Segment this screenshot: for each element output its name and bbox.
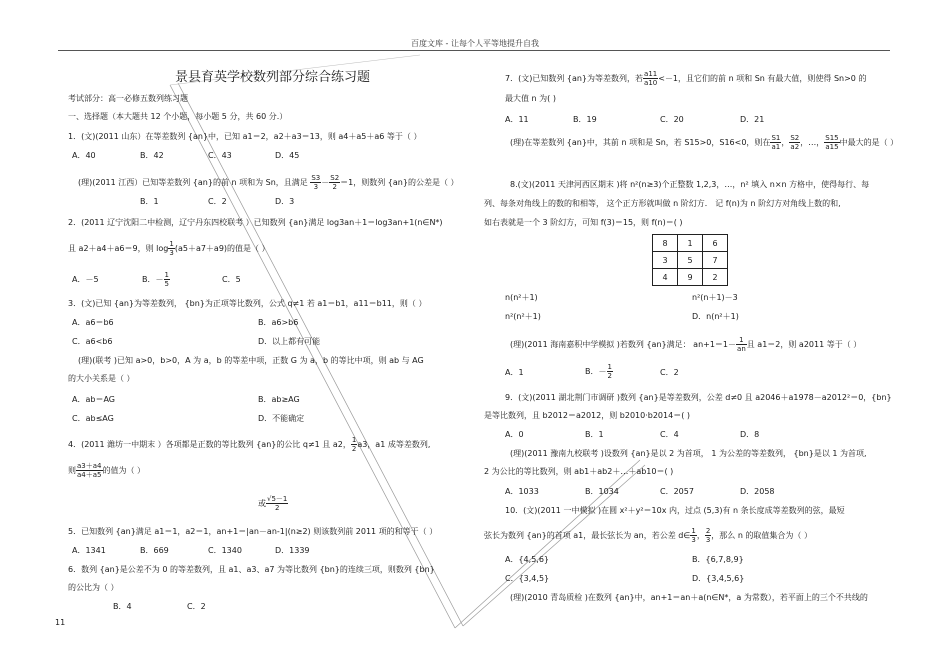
q9b-option-d: D．2058	[740, 487, 775, 496]
exam-info: 考试部分：高一必修五数列练习题	[68, 94, 188, 103]
q7-option-b: B．19	[573, 115, 597, 124]
question-6: 6．数列 {an}是公差不为 0 的等差数列，且 a1、a3、a7 为等比数列 {bn}的连续三项，则数列 {bn}	[68, 565, 435, 574]
q2-option-c: C．5	[222, 275, 241, 284]
fraction: $\frac{S3}{3}$	[311, 174, 321, 191]
question-8-li: (理)(2011 海南嘉积中学模拟 )若数列 {an}满足： an+1＝1－ $\frac{1}{an}$ 且 a1＝2，则 a2011 等于（ ）	[510, 336, 862, 353]
question-3-li: (理)(联考 )已知 a>0，b>0，A 为 a，b 的等差中项，正数 G 为 a，b 的等比中项，则 ab 与 AG	[78, 356, 424, 365]
q1b-option-d: D．3	[275, 197, 295, 206]
fraction: $\frac{1}{3}$	[169, 240, 174, 257]
question-9-cont: 是等比数列，且 b2012＝a2012，则 b2010·b2014＝( )	[484, 411, 690, 420]
question-7-li: (理)在等差数列 {an}中，其前 n 项和是 Sn，若 S15>0，S16<0，则在 $\frac{S1}{a1}$ ， $\frac{S2}{a2}$ ，…， $\frac{S15}{a15}$ 中最大的是（ ）	[510, 134, 899, 151]
q5-option-b: B．669	[140, 546, 169, 555]
question-9: 9．(文)(2011 湖北荆门市调研 )数列 {an}是等差数列，公差 d≠0 且 a2046＋a1978－a2012²＝0，{bn}	[505, 393, 892, 402]
q3-option-c: C．a6<b6	[72, 337, 113, 346]
question-8-line2: 列、每条对角线上的数的和相等， 这个正方形就叫做 n 阶幻方． 记 f(n)为 n 阶幻方对角线上数的和,	[484, 199, 841, 208]
question-1-li: (理)(2011 江西）已知等差数列 {an}的前 n 项和为 Sn，且满足 $\frac{S3}{3}$ － $\frac{S2}{2}$ ＝1，则数列 {an}的公差是（ ）	[78, 174, 459, 191]
question-8: 8.(文)(2011 天津河西区期末 )将 n²(n≥3)个正整数 1,2,3，…，n² 填入 n×n 方格中，使得每行、每	[510, 180, 870, 189]
q3-option-b: B．a6>b6	[258, 318, 299, 327]
q3-option-a: A．a6＝b6	[72, 318, 114, 327]
fraction: $\frac{1}{an}$	[737, 336, 746, 353]
question-3-li-cont: 的大小关系是（ ）	[68, 374, 135, 383]
q10-option-a: A．{4,5,6}	[505, 555, 550, 564]
q7-option-d: D．21	[740, 115, 765, 124]
question-2: 2．(2011 辽宁沈阳二中检测，辽宁丹东四校联考 ）已知数列 {an}满足 log3an＋1＝log3an+1(n∈N*)	[68, 218, 443, 227]
magic-square-table	[652, 234, 728, 286]
question-10-li: (理)(2010 青岛质检 )在数列 {an}中，an+1＝an＋a(n∈N*，a 为常数），若平面上的三个不共线的	[510, 593, 868, 602]
fraction: $\frac{S2}{2}$	[330, 174, 340, 191]
q9b-option-c: C．2057	[660, 487, 694, 496]
table-cell: 8	[653, 235, 678, 252]
fraction: $\frac{√5-1}{2}$	[267, 495, 288, 512]
q1-option-a: A．40	[72, 151, 96, 160]
q8-option-d: D．n(n²＋1)	[692, 312, 739, 321]
q1-option-d: D．45	[275, 151, 300, 160]
q9-option-b: B．1	[585, 430, 604, 439]
q9b-option-b: B．1034	[585, 487, 619, 496]
table-row	[653, 269, 728, 286]
q1-option-b: B．42	[140, 151, 164, 160]
section-heading: 一、选择题（本大题共 12 个小题，每小题 5 分，共 60 分.）	[68, 112, 288, 121]
q5-option-d: D．1339	[275, 546, 310, 555]
table-row	[653, 235, 728, 252]
question-7-cont: 最大值 n 为( )	[505, 94, 556, 103]
fraction: $\frac{S2}{a2}$	[790, 134, 800, 151]
document-title: 景县育英学校数列部分综合练习题	[175, 70, 371, 85]
question-2-cont: 且 a2＋a4＋a6＝9，则 log $\frac{1}{3}$ (a5＋a7＋a9)的值是（ ）	[68, 240, 270, 257]
q8-option-a: n(n²＋1)	[505, 293, 538, 302]
fraction: $\frac{S1}{a1}$	[771, 134, 781, 151]
q7-option-c: C．20	[660, 115, 684, 124]
q9-option-d: D．8	[740, 430, 760, 439]
q10-option-d: D．{3,4,5,6}	[692, 574, 745, 583]
q7-option-a: A．11	[505, 115, 529, 124]
q1b-option-b: B．1	[140, 197, 159, 206]
question-6-cont: 的公比为（ ）	[68, 583, 119, 592]
table-cell: 3	[653, 252, 678, 269]
q3b-option-b: B．ab≥AG	[258, 395, 300, 404]
q4-option: 或 $\frac{√5-1}{2}$	[258, 495, 288, 512]
question-1: 1．(文)(2011 山东）在等差数列 {an}中，已知 a1＝2，a2＋a3＝13，则 a4＋a5＋a6 等于（ ）	[68, 132, 422, 141]
q8b-option-c: C．2	[660, 368, 679, 377]
table-cell: 4	[653, 269, 678, 286]
question-9-li-cont: 2 为公比的等比数列，则 ab1＋ab2＋…＋ab10＝( )	[484, 467, 674, 476]
question-4: 4．(2011 潍坊一中期末 ）各项都是正数的等比数列 {an}的公比 q≠1 且 a2， $\frac{1}{2}$ a3，a1 成等差数列,	[68, 436, 431, 453]
q9b-option-a: A．1033	[505, 487, 539, 496]
q6-option-b: B．4	[113, 602, 132, 611]
fraction: $\frac{a3+a4}{a4+a5}$	[77, 462, 102, 479]
q3b-option-c: C．ab≤AG	[72, 414, 114, 423]
page-number: 11	[55, 618, 66, 627]
q8b-option-a: A．1	[505, 368, 524, 377]
q8-option-c: n²(n²＋1)	[505, 312, 541, 321]
question-8-line3: 如右表就是一个 3 阶幻方，可知 f(3)＝15，则 f(n)＝( )	[484, 218, 683, 227]
q3b-option-d: D．不能确定	[258, 414, 305, 423]
q2-option-a: A．－5	[72, 275, 99, 284]
header-rule	[58, 50, 890, 51]
q8-option-b: n²(n＋1)－3	[692, 293, 738, 302]
fraction: $\frac{2}{3}$	[705, 527, 711, 544]
table-cell: 1	[678, 235, 703, 252]
question-7: 7．(文)已知数列 {an}为等差数列，若 $\frac{a11}{a10}$ <－1，且它们的前 n 项和 Sn 有最大值，则使得 Sn>0 的	[505, 70, 867, 87]
q10-option-c: C．{3,4,5}	[505, 574, 550, 583]
q1-option-c: C．43	[208, 151, 232, 160]
table-cell: 9	[678, 269, 703, 286]
table-cell: 6	[703, 235, 728, 252]
question-9-li: (理)(2011 豫南九校联考 )设数列 {an}是以 2 为首项， 1 为公差的等差数列， {bn}是以 1 为首项,	[510, 449, 867, 458]
q3b-option-a: A．ab＝AG	[72, 395, 115, 404]
q9-option-a: A．0	[505, 430, 524, 439]
q3-option-d: D．以上都有可能	[258, 337, 321, 346]
question-10: 10．(文)(2011 一中模拟 )在圆 x²＋y²＝10x 内，过点 (5,3)有 n 条长度成等差数列的弦，最短	[505, 506, 845, 515]
q2-option-b: B．－ $\frac{1}{5}$	[142, 271, 169, 288]
question-5: 5．已知数列 {an}满足 a1＝1，a2＝1，an+1＝|an－an-1|(n≥2) 则该数列前 2011 项的和等于（ ）	[68, 527, 438, 536]
fraction: $\frac{1}{5}$	[164, 271, 169, 288]
table-cell: 7	[703, 252, 728, 269]
fraction: $\frac{1}{2}$	[607, 363, 612, 380]
q8b-option-b: B．－ $\frac{1}{2}$	[585, 363, 612, 380]
page-header: 百度文库 - 让每个人平等地提升自我	[411, 39, 539, 48]
q9-option-c: C．4	[660, 430, 679, 439]
question-10-cont: 弦长为数列 {an}的首项 a1，最长弦长为 an，若公差 d∈ $\frac{1}{3}$ ， $\frac{2}{3}$ ，那么 n 的取值集合为（ ）	[484, 527, 812, 544]
table-cell: 5	[678, 252, 703, 269]
q5-option-a: A．1341	[72, 546, 106, 555]
q5-option-c: C．1340	[208, 546, 242, 555]
q10-option-b: B．{6,7,8,9}	[692, 555, 744, 564]
fraction: $\frac{a11}{a10}$	[644, 70, 658, 87]
question-3: 3．(文)已知 {an}为等差数列， {bn}为正项等比数列，公式 q≠1 若 a1＝b1，a11＝b11，则（ ）	[68, 299, 427, 308]
q6-option-c: C．2	[187, 602, 206, 611]
table-cell: 2	[703, 269, 728, 286]
fraction: $\frac{1}{3}$	[691, 527, 696, 544]
fraction: $\frac{1}{2}$	[351, 436, 357, 453]
question-4-cont: 则 $\frac{a3+a4}{a4+a5}$ 的值为（ ）	[68, 462, 146, 479]
fraction: $\frac{S15}{a15}$	[825, 134, 839, 151]
q1b-option-c: C．2	[208, 197, 227, 206]
table-row	[653, 252, 728, 269]
